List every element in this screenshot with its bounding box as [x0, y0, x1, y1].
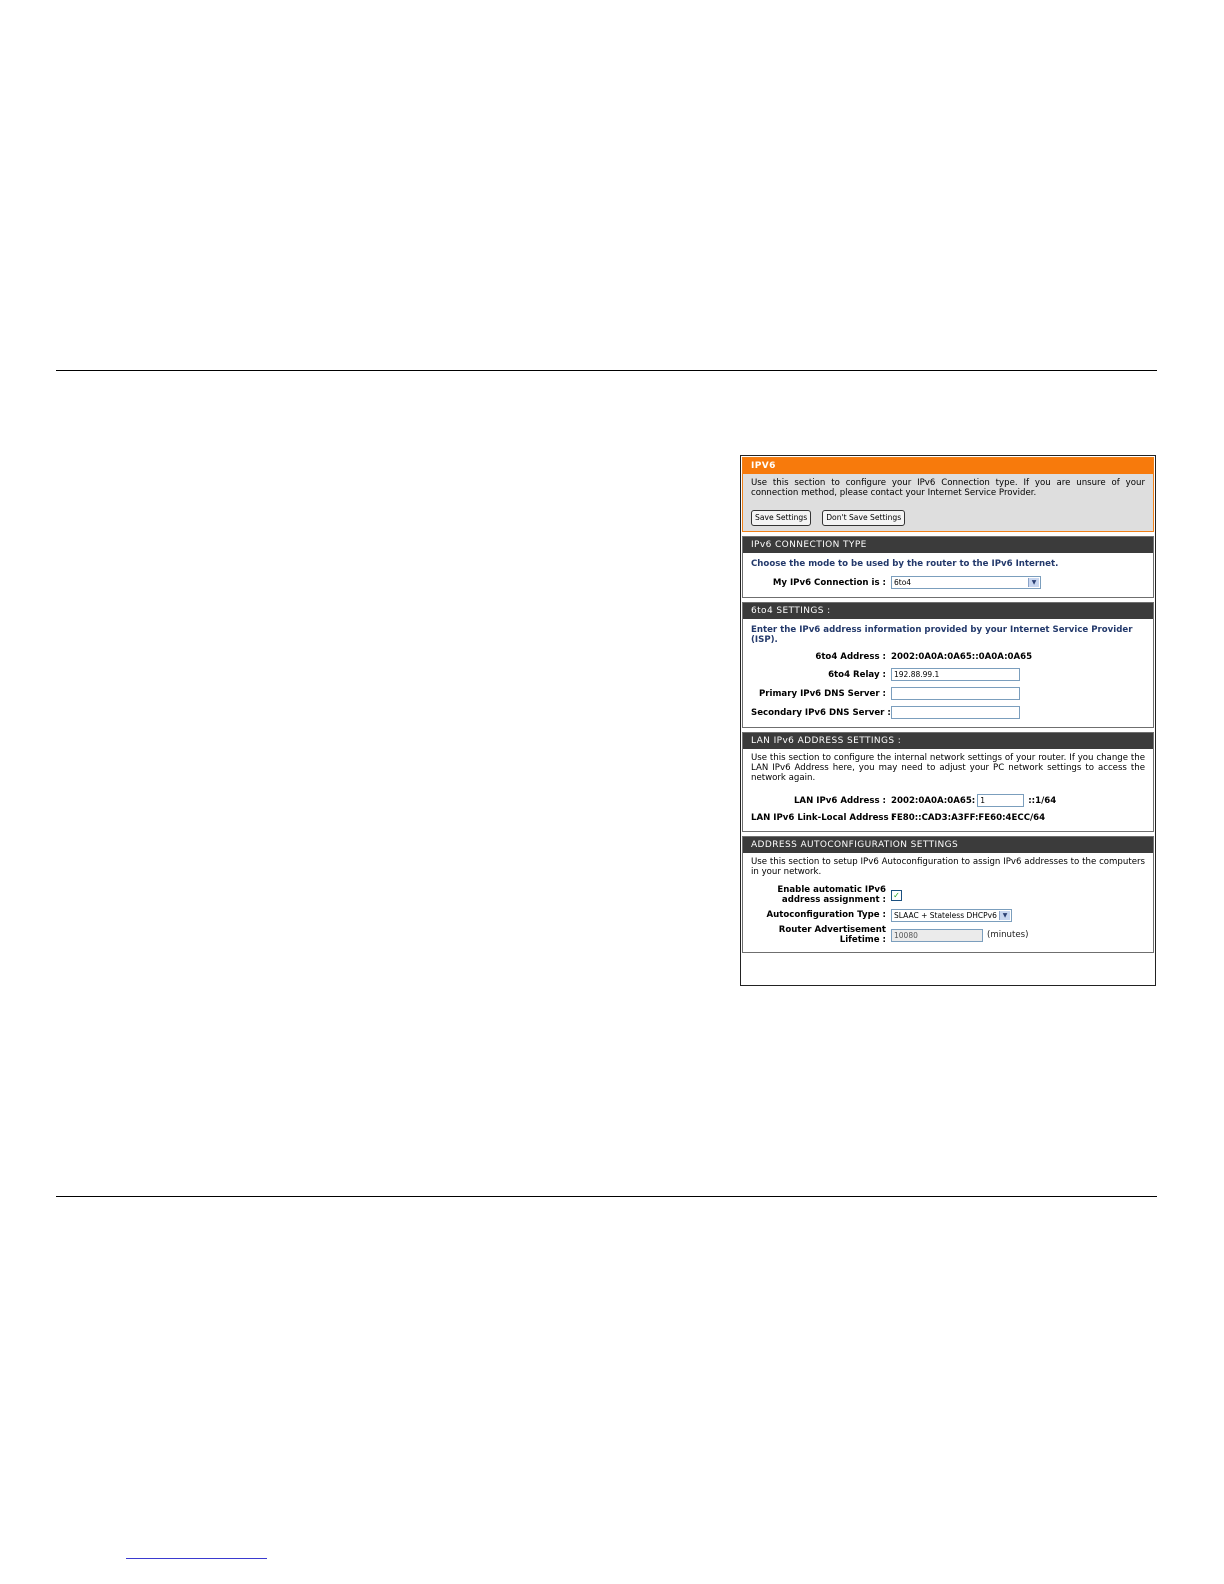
sixtofour-address-value: 2002:0A0A:0A65::0A0A:0A65: [891, 652, 1033, 662]
connection-type-instruction: Choose the mode to be used by the router to the IPv6 Internet.: [751, 559, 1059, 569]
lan-title: LAN IPv6 ADDRESS SETTINGS :: [743, 733, 1153, 749]
lan-address-prefix: 2002:0A0A:0A65:: [891, 795, 976, 806]
lan-address-label: LAN IPv6 Address :: [793, 795, 886, 806]
router-ipv6-screenshot: [740, 455, 1156, 986]
link-local-label: LAN IPv6 Link-Local Address :: [751, 813, 896, 823]
sixtofour-relay-input[interactable]: 192.88.99.1: [891, 668, 1020, 681]
connection-type-section: [742, 536, 1154, 598]
connection-type-title: IPv6 CONNECTION TYPE: [743, 537, 1153, 553]
autoconfig-section: [742, 836, 1154, 953]
link-local-value: FE80::CAD3:A3FF:FE60:4ECC/64: [891, 813, 1046, 823]
autoconfig-title: ADDRESS AUTOCONFIGURATION SETTINGS: [743, 837, 1153, 853]
autoconfig-type-value: SLAAC + Stateless DHCPv6: [894, 910, 997, 920]
secondary-dns-label: Secondary IPv6 DNS Server :: [751, 707, 891, 718]
enable-auto-label: Enable automatic IPv6 address assignment :: [777, 885, 886, 905]
chevron-down-icon: ▼: [1028, 578, 1039, 587]
autoconfig-description: Use this section to setup IPv6 Autoconfiguration to assign IPv6 addresses to the computers in your network.: [751, 857, 1145, 877]
save-settings-button[interactable]: Save Settings: [751, 510, 811, 526]
ipv6-section: [742, 457, 1154, 532]
bottom-divider: [56, 1196, 1157, 1197]
lan-address-suffix: ::1/64: [1028, 795, 1057, 806]
checkmark-icon: ✓: [893, 890, 900, 900]
primary-dns-input[interactable]: [891, 687, 1020, 700]
autoconfig-type-select[interactable]: [891, 909, 1012, 922]
sixtofour-relay-label: 6to4 Relay :: [828, 669, 886, 680]
enable-auto-checkbox[interactable]: [891, 890, 902, 901]
footer-link-underline[interactable]: [126, 1558, 267, 1559]
chevron-down-icon: ▼: [999, 911, 1010, 920]
connection-type-label: My IPv6 Connection is :: [772, 577, 886, 588]
sixtofour-section: [742, 602, 1154, 728]
ra-lifetime-label: Router Advertisement Lifetime :: [778, 925, 886, 945]
ipv6-description: Use this section to configure your IPv6 Connection type. If you are unsure of your connection method, please contact your Internet Service Provider.: [751, 478, 1145, 498]
ra-lifetime-input[interactable]: 10080: [891, 929, 983, 942]
autoconfig-type-label: Autoconfiguration Type :: [766, 910, 886, 920]
connection-type-select[interactable]: [891, 576, 1041, 589]
ipv6-section-title: IPV6: [743, 458, 1153, 474]
ra-lifetime-unit: (minutes): [987, 930, 1029, 940]
secondary-dns-input[interactable]: [891, 706, 1020, 719]
sixtofour-instruction: Enter the IPv6 address information provided by your Internet Service Provider (ISP).: [751, 625, 1133, 645]
primary-dns-label: Primary IPv6 DNS Server :: [759, 688, 886, 699]
connection-type-value: 6to4: [894, 578, 912, 587]
lan-description: Use this section to configure the internal network settings of your router. If you change the LAN IPv6 Address here, you may need to adjust your PC network settings to access the network again.: [751, 753, 1145, 783]
lan-address-input[interactable]: 1: [977, 794, 1024, 807]
dont-save-settings-button[interactable]: Don't Save Settings: [822, 510, 905, 526]
top-divider: [56, 370, 1157, 371]
sixtofour-title: 6to4 SETTINGS :: [743, 603, 1153, 619]
lan-section: [742, 732, 1154, 832]
sixtofour-address-label: 6to4 Address :: [815, 652, 886, 662]
